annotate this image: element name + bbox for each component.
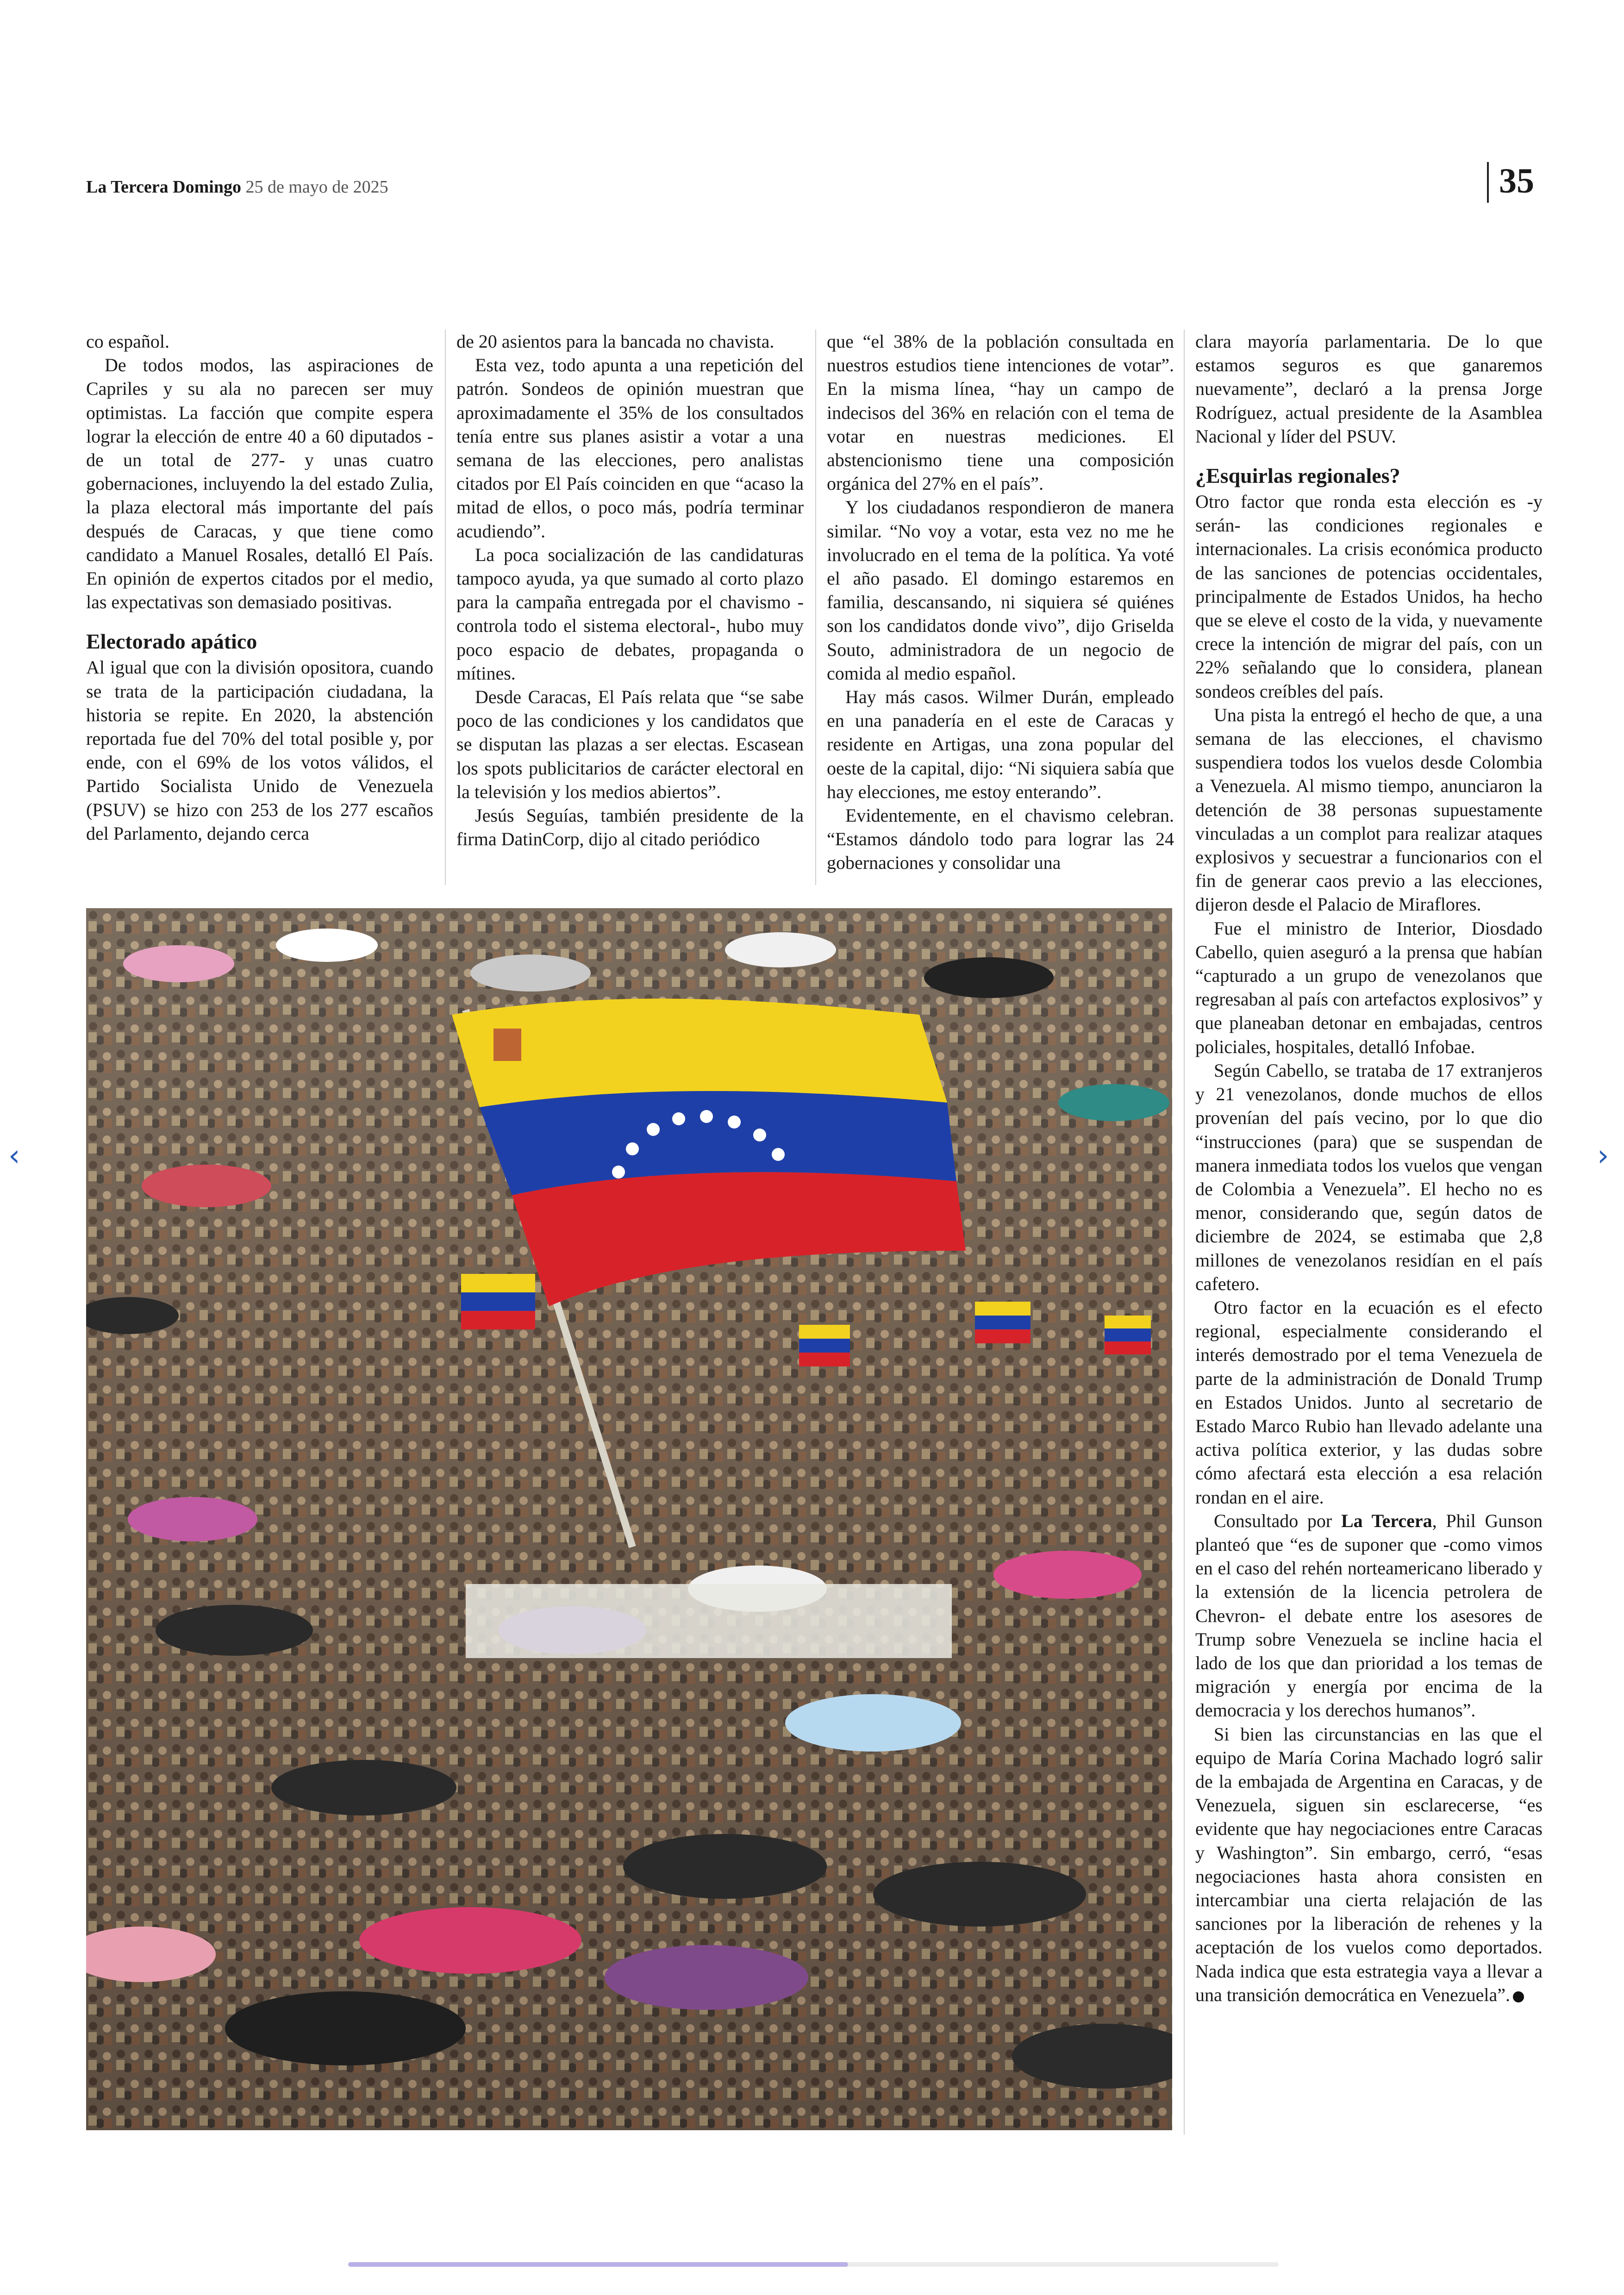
page-number: 35 — [1499, 162, 1534, 200]
section-heading: Electorado apático — [86, 630, 257, 654]
chevron-left-icon[interactable]: ‹ — [8, 1139, 20, 1173]
paragraph: Esta vez, todo apunta a una repetición del patrón. Sondeos de opinión muestran que aproximadamente el 35% de los consultados tenía entre sus planes asistir a votar a una semana de las elecciones, pero analistas citados por El País coinciden en que “acaso la mitad de ellos, o poco más, podría terminar acudiendo”. — [456, 355, 804, 542]
paragraph: De todos modos, las aspiraciones de Capriles y su ala no parecen ser muy optimistas. La facción que compite espera lograr la elección de entre 40 a 60 diputados -de un total de 277- y unas cuatro gobernaciones, incluyendo la del estado Zulia, la plaza electoral más importante del país después de Caracas, y que tiene como candidato a Manuel Rosales, detalló El País. En opinión de expertos citados por el medio, las expectativas son demasiado positivas. — [86, 355, 433, 613]
article-column-3 — [827, 330, 1174, 885]
end-of-article-icon — [1513, 1991, 1524, 2002]
publication-mention: La Tercera — [1341, 1510, 1432, 1531]
article-column-4 — [1195, 330, 1543, 2135]
green-banner — [466, 1584, 952, 1658]
paragraph: Y los ciudadanos respondieron de manera similar. “No voy a votar, esta vez no me he involucrado en el tema de la política. Ya voté el año pasado. El domingo estaremos en familia, descansando, ni siquiera sé quiénes son los candidatos donde vivo”, dijo Griselda Souto, administradora de un negocio de comida al medio español. — [827, 497, 1174, 684]
article-column-2 — [456, 330, 804, 885]
paragraph — [1195, 1509, 1543, 1722]
publication-date: 25 de mayo de 2025 — [245, 177, 388, 197]
paragraph: que “el 38% de la población consultada en nuestros estudios tiene intenciones de votar”. En la misma línea, “hay un campo de indecisos del 36% en relación con el tema de votar en nuestras mediciones. El abstencionismo tiene una composición orgánica del 27% en el país”. — [827, 331, 1174, 494]
column-divider — [445, 330, 446, 885]
paragraph: Al igual que con la división opositora, cuando se trata de la participación ciudadana, la historia se repite. En 2020, la abstención reportada fue del 70% del total posible y, por ende, con el 69% de los votos válidos, el Partido Socialista Unido de Venezuela (PSUV) se hizo con 253 de los 277 escaños del Parlamento, dejando cerca — [86, 657, 433, 844]
text-run: , Phil Gunson planteó que “es de suponer que -como vimos en el caso del rehén norteamericano liberado y la extensión de la licencia petrolera de Chevron- el debate entre los asesores de Trump sobre Venezuela se incline hacia el lado de los que dan prioridad a los temas de migración y energía por encima de la democracia y los derechos humanos”. — [1195, 1510, 1543, 1721]
paragraph: Hay más casos. Wilmer Durán, empleado en una panadería en el este de Caracas y residente en Artigas, una zona popular del oeste de la capital, dijo: “Ni siquiera sabía que hay elecciones, me estoy enterando”. — [827, 686, 1174, 802]
crowd-photo — [86, 908, 1172, 2130]
paragraph: Jesús Seguías, también presidente de la firma DatinCorp, dijo al citado periódico — [456, 805, 804, 850]
paragraph: Otro factor que ronda esta elección es -y serán- las condiciones regionales e internacionales. La crisis económica producto de las sanciones de potencias occidentales, principalmente de Estados Unidos, ha hecho que se eleve el costo de la vida, y nuevamente crece la intención de migrar del país, con un 22% señalando que lo considera, planean sondeos creíbles del país. — [1195, 491, 1543, 702]
scroll-thumb[interactable] — [348, 2262, 848, 2267]
page-header — [86, 177, 388, 197]
article-column-1 — [86, 330, 433, 885]
column-divider — [815, 330, 816, 885]
paragraph: Fue el ministro de Interior, Diosdado Cabello, quien aseguró a la prensa que habían “capturado a un grupo de venezolanos que regresaban al país con artefactos explosivos” y que planeaban detonar en embajadas, centros policiales, hospitales, detalló Infobae. — [1195, 917, 1543, 1057]
paragraph: Una pista la entregó el hecho de que, a una semana de las elecciones, el chavismo suspendiera todos los vuelos desde Colombia a Venezuela. Al mismo tiempo, anunciaron la detención de 38 personas supuestamente vinculadas a un complot para realizar ataques explosivos y secuestrar a funcionarios con el fin de generar caos previo a las elecciones, dijeron desde el Palacio de Miraflores. — [1195, 704, 1543, 915]
paragraph: de 20 asientos para la bancada no chavista. — [456, 331, 775, 352]
header-divider — [1487, 162, 1489, 203]
paragraph — [1195, 1722, 1543, 2007]
text-run: Consultado por — [1214, 1510, 1332, 1531]
paragraph: Evidentemente, en el chavismo celebran. “Estamos dándolo todo para lograr las 24 gobernaciones y consolidar una — [827, 805, 1174, 873]
paragraph: La poca socialización de las candidaturas tampoco ayuda, ya que sumado al corto plazo para la campaña entregada por el chavismo -controla todo el sistema electoral-, hubo muy poco espacio de debates, propaganda o mítines. — [456, 544, 804, 684]
paragraph: Según Cabello, se trataba de 17 extranjeros y 21 venezolanos, donde muchos de ellos provenían del país vecino, por lo que dio “instrucciones (para) que se suspendan de manera inmediata todos los vuelos que vengan de Colombia a Venezuela”. El hecho no es menor, considerando que, según datos de diciembre de 2024, se estimaba que 2,8 millones de venezolanos residían en el país cafetero. — [1195, 1060, 1543, 1294]
chevron-right-icon[interactable]: › — [1597, 1139, 1609, 1173]
section-heading: ¿Esquirlas regionales? — [1195, 464, 1400, 488]
text-run: Si bien las circunstancias en las que el equipo de María Corina Machado logró salir de la embajada de Argentina en Caracas, y de Venezuela, siguen sin esclarecerse, “es evidente que hay negociaciones entre Caracas y Washington”. Sin embargo, cerró, “esas negociaciones hasta ahora consisten en intercambiar una cierta relajación de las sanciones por la liberación de rehenes y la aceptación de los vuelos como deportados. Nada indica que esta estrategia vaya a llevar a una transición democrática en Venezuela”. — [1195, 1723, 1543, 2005]
paragraph: clara mayoría parlamentaria. De lo que estamos seguros es que ganaremos nuevamente”, declaró a la prensa Jorge Rodríguez, actual presidente de la Asamblea Nacional y líder del PSUV. — [1195, 331, 1543, 447]
paragraph: co español. — [86, 331, 169, 352]
paragraph: Otro factor en la ecuación es el efecto regional, especialmente considerando el interés demostrado por el tema Venezuela de parte de la administración de Donald Trump en Estados Unidos. Junto al secretario de Estado Marco Rubio han llevado adelante una activa política exterior, y las dudas sobre cómo afectará esta elección a esa relación rondan en el aire. — [1195, 1297, 1543, 1508]
publication-name: La Tercera Domingo — [86, 177, 241, 197]
paragraph: Desde Caracas, El País relata que “se sabe poco de las condiciones y los candidatos que se disputan las plazas a ser electas. Escasean los spots publicitarios de carácter electoral en la televisión y los medios abiertos”. — [456, 686, 804, 802]
column-divider — [1184, 330, 1185, 2135]
